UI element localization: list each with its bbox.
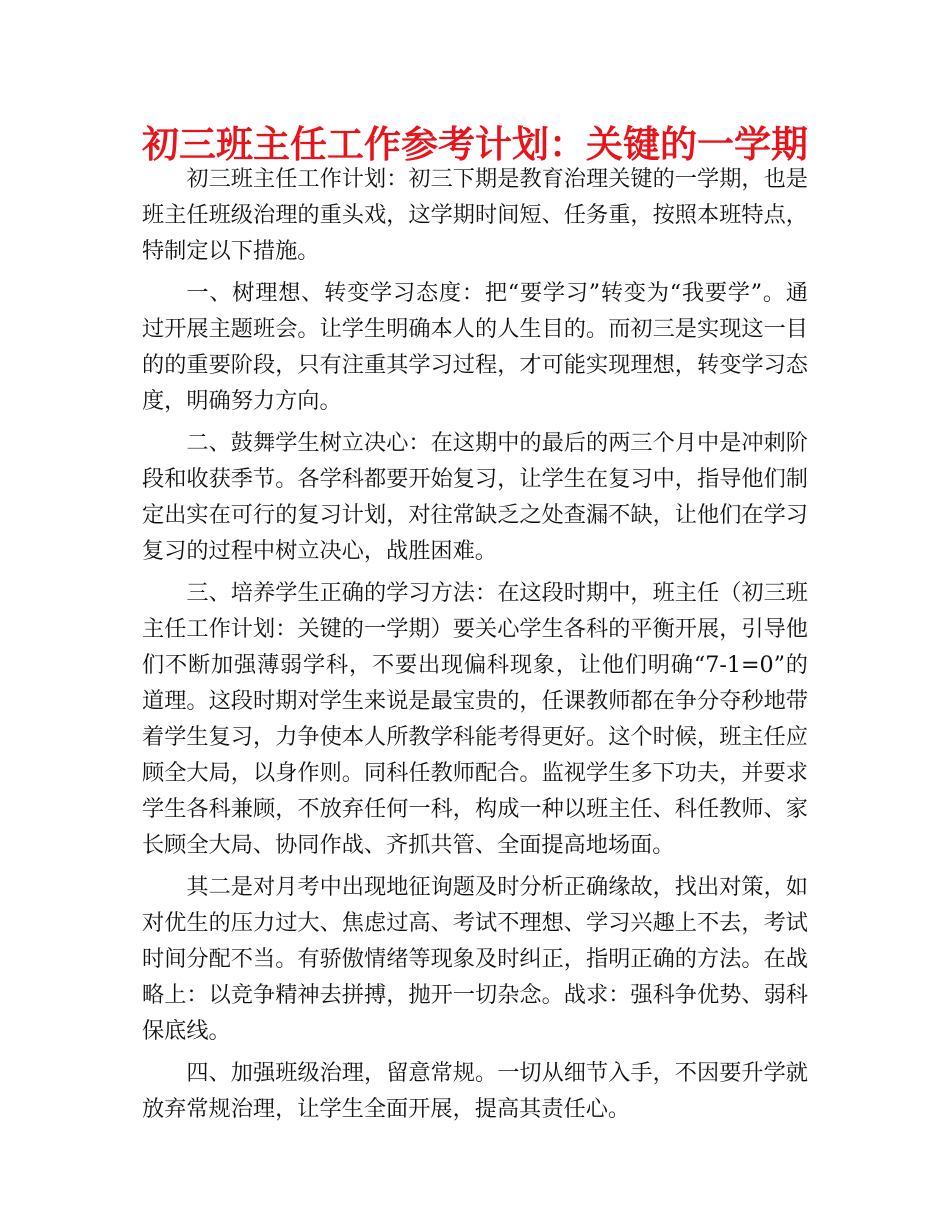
paragraph-section-3: 三、培养学生正确的学习方法：在这段时期中，班主任（初三班主任工作计划：关键的一学期）要关心学生各科的平衡开展，引导他们不断加强薄弱学科，不要出现偏科现象，让他们明确“7-1=0”的道理。这段时期对学生来说是最宝贵的，任课教师都在争分夺秒地带着学生复习，力争使本人所教学科能考得更好。这个时候，班主任应顾全大局，以身作则。同科任教师配合。监视学生多下功夫，并要求学生各科兼顾，不放弃任何一科，构成一种以班主任、科任教师、家长顾全大局、协同作战、齐抓共管、全面提高地场面。 (142, 580, 808, 858)
paragraph-section-1: 一、树理想、转变学习态度：把“要学习”转变为“我要学”。通过开展主题班会。让学生明确本人的人生目的。而初三是实现这一目的的重要阶段，只有注重其学习过程，才可能实现理想，转变学习态度，明确努力方向。 (142, 280, 808, 414)
document-body (142, 161, 808, 1133)
document-title: 初三班主任工作参考计划：关键的一学期 (142, 123, 808, 166)
paragraph-intro: 初三班主任工作计划：初三下期是教育治理关键的一学期，也是班主任班级治理的重头戏，这学期时间短、任务重，按照本班特点，特制定以下措施。 (142, 166, 808, 264)
paragraph-section-2: 二、鼓舞学生树立决心：在这期中的最后的两三个月中是冲刺阶段和收获季节。各学科都要开始复习，让学生在复习中，指导他们制定出实在可行的复习计划，对往常缺乏之处查漏不缺，让他们在学习复习的过程中树立决心，战胜困难。 (142, 430, 808, 564)
paragraph-section-3-continued: 其二是对月考中出现地征询题及时分析正确缘故，找出对策，如对优生的压力过大、焦虑过高、考试不理想、学习兴趣上不去，考试时间分配不当。有骄傲情绪等现象及时纠正，指明正确的方法。在战略上：以竞争精神去拼搏，抛开一切杂念。战求：强科争优势、弱科保底线。 (142, 874, 808, 1044)
paragraph-section-4: 四、加强班级治理，留意常规。一切从细节入手，不因要升学就放弃常规治理，让学生全面开展，提高其责任心。 (142, 1060, 808, 1122)
